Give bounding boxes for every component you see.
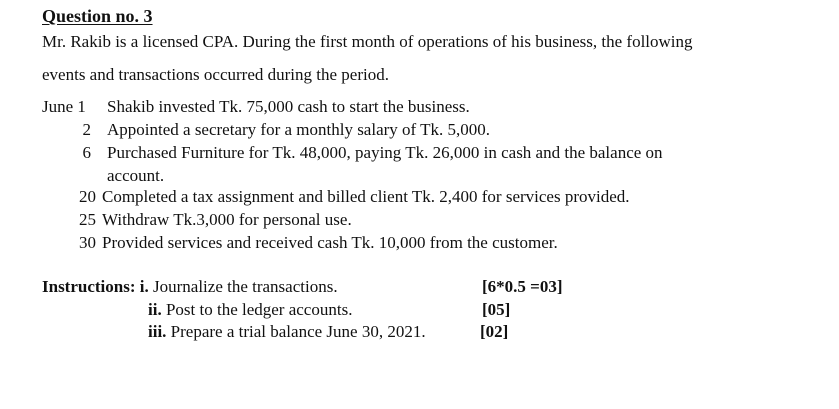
transaction-day: 30 [79,233,96,252]
transaction-text: Completed a tax assignment and billed client Tk. 2,400 for services provided. [102,187,630,206]
instruction-number: iii. [148,322,167,341]
transaction-text-continued: account. [107,166,165,185]
instruction-text: Prepare a trial balance June 30, 2021. [170,322,426,341]
transaction-day: 25 [79,210,96,229]
instruction-row [148,322,426,342]
question-title: Question no. 3 [42,6,153,26]
transaction-day: June 1 [42,97,86,116]
instruction-marks: [6*0.5 =03] [482,277,563,296]
instructions-label: Instructions: [42,277,136,296]
instruction-row [42,277,338,297]
instruction-marks: [05] [482,300,511,319]
intro-line-1: Mr. Rakib is a licensed CPA. During the first month of operations of his business, the following [42,32,693,51]
transaction-day: 6 [82,143,91,162]
instruction-text: Post to the ledger accounts. [165,300,353,319]
transaction-day: 2 [82,120,91,139]
transaction-text: Shakib invested Tk. 75,000 cash to start the business. [107,97,470,116]
instruction-row [148,300,352,320]
transaction-text: Provided services and received cash Tk. 10,000 from the customer. [102,233,558,252]
instruction-number: ii. [148,300,162,319]
transaction-text: Withdraw Tk.3,000 for personal use. [102,210,352,229]
transaction-text: Appointed a secretary for a monthly salary of Tk. 5,000. [107,120,491,139]
instruction-text: Journalize the transactions. [153,277,338,296]
transaction-text: Purchased Furniture for Tk. 48,000, paying Tk. 26,000 in cash and the balance on [107,143,663,162]
transaction-day: 20 [79,187,96,206]
instruction-number: i. [139,277,149,296]
instruction-marks: [02] [480,322,509,341]
intro-line-2: events and transactions occurred during the period. [42,65,389,84]
